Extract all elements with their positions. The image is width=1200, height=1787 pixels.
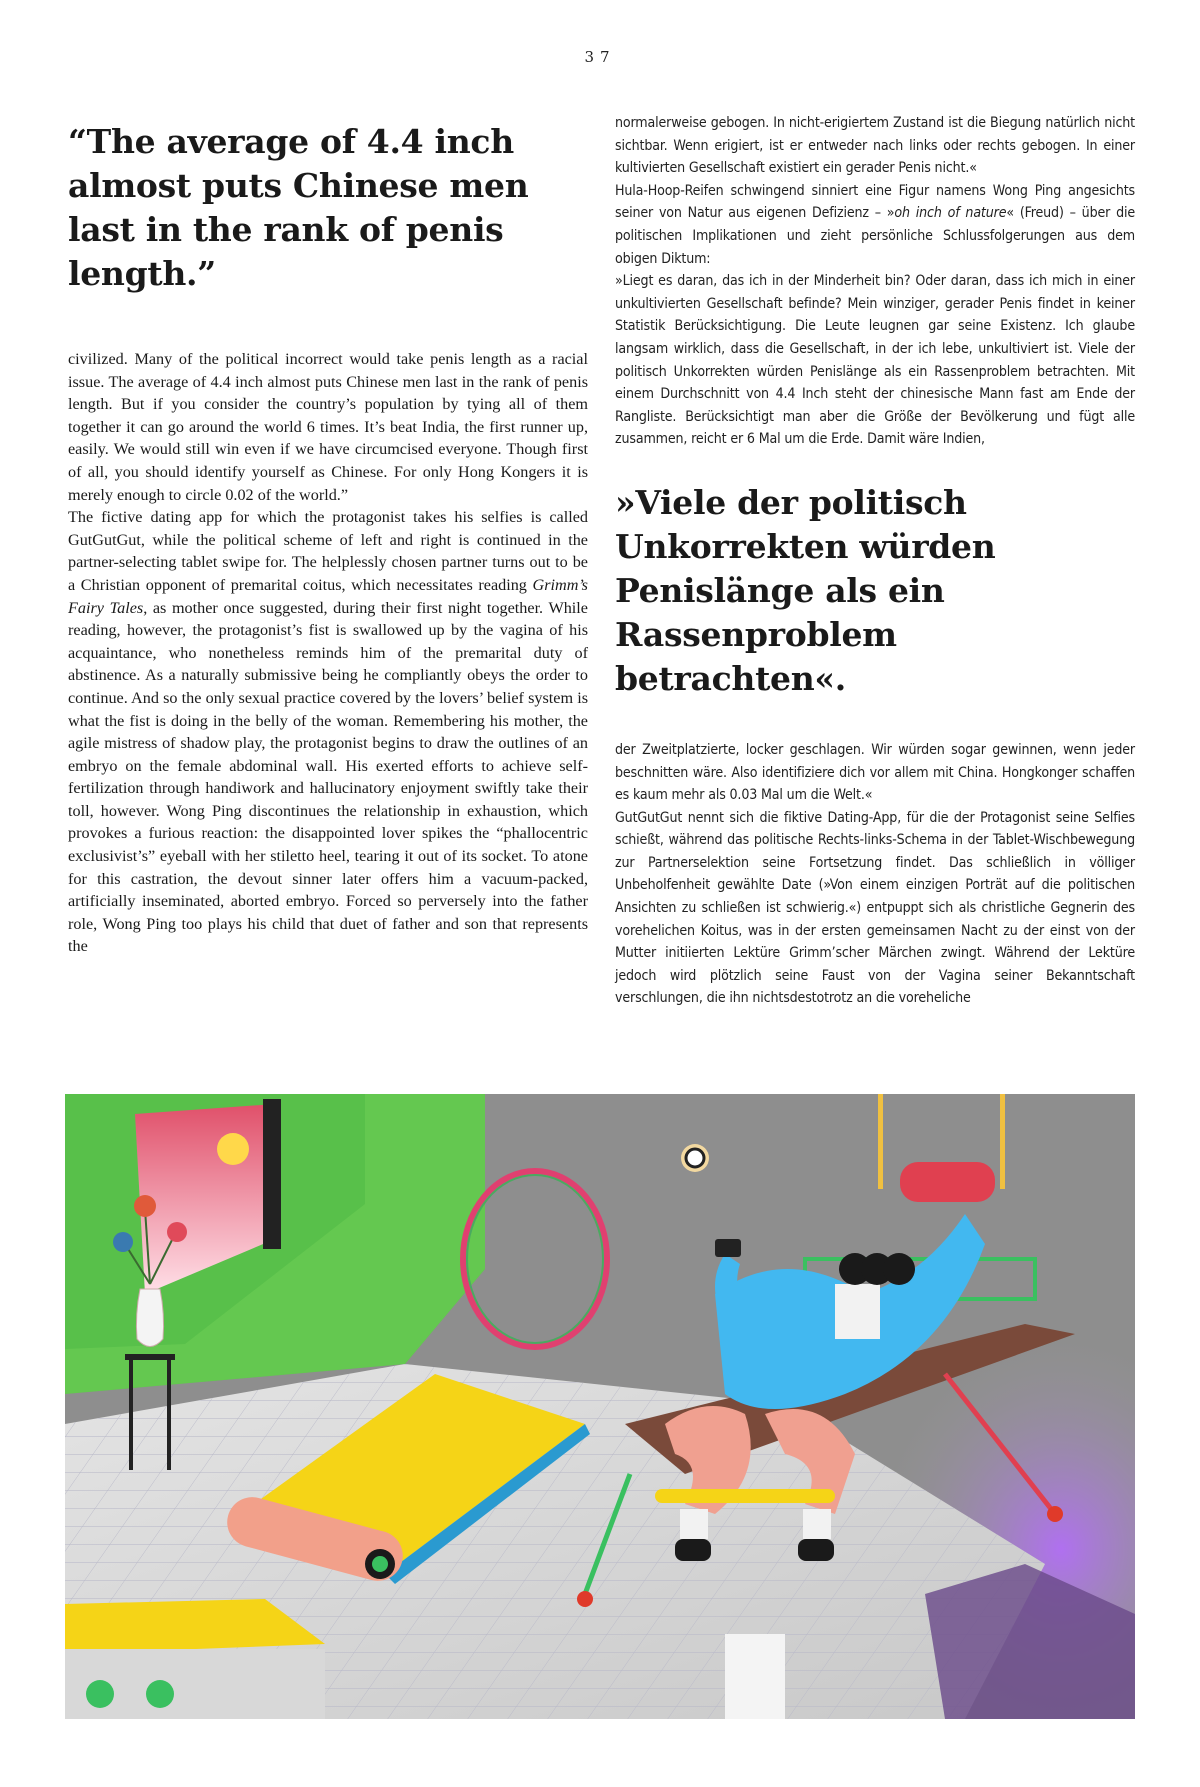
yoga-mat-roll-core bbox=[372, 1556, 388, 1572]
body-paragraph-german: GutGutGut nennt sich die fiktive Dating-App, für die der Protagonist seine Selfies schießt, während das politische Rechts-links-Schema in der Tablet-Wischbewegung zur Partnerselektion seine Fortsetzung findet. Das schließlich in völliger Unbeholfenheit gewählte Date (»Von einem einzigen Porträt auf die politischen Ansichten zu schließen ist schwierig.«) entpuppt sich als christliche Gegnerin des vorehelichen Koitus, was in der ersten gemeinsamen Nacht zu der einst von der Mutter initiierten Lektüre Grimm’scher Märchen zwingt. Während der Lektüre jedoch wird plötzlich seine Faust von der Vagina seiner Bekanntschaft verschlungen, die ihn nichtsdestotrotz an die voreheliche bbox=[615, 809, 1135, 1007]
wall-clock-face bbox=[686, 1149, 704, 1167]
green-lamp bbox=[146, 1680, 174, 1708]
body-paragraph-german: der Zweitplatzierte, locker geschlagen. Wir würden sogar gewinnen, wenn jeder beschnitten wäre. Also identifiziere dich vor allem mit China. Hongkonger schaffen es kaum mehr als 0.03 Mal um die Welt.« bbox=[615, 741, 1135, 804]
phone bbox=[715, 1239, 741, 1257]
figure-hair bbox=[883, 1253, 915, 1285]
pull-quote-english: “The average of 4.4 inch almost puts Chinese men last in the rank of penis length.” bbox=[68, 122, 529, 293]
body-paragraph-german: normalerweise gebogen. In nicht-erigiertem Zustand ist die Biegung natürlich nicht sichtbar. Wenn erigiert, ist er entweder nach links oder rechts gebogen. In einer kultivierten Gesellschaft existiert ein gerader Penis nicht.« bbox=[615, 115, 1135, 177]
right-column bbox=[615, 112, 1135, 1010]
body-paragraph: civilized. Many of the political incorrect would take penis length as a racial issue. The average of 4.4 inch almost puts Chinese men last in the rank of penis length. But if you consider the country’s population by tying all of them together it can go around the world 6 times. It’s beat India, the first runner up, easily. We would still win even if we have circumcised everyone. Though first of all, you should identify yourself as Chinese. For only Hong Kongers it is merely enough to circle 0.02 of the world.” bbox=[68, 350, 588, 504]
pull-quote-german: »Viele der politisch Unkorrekten würden Penislänge als ein Rassenproblem betrachten«. bbox=[615, 482, 996, 698]
trapeze-rope bbox=[878, 1094, 883, 1189]
sock bbox=[803, 1509, 831, 1539]
plant-stand-leg bbox=[167, 1360, 171, 1470]
page-number: 37 bbox=[584, 48, 616, 66]
italic-quote: oh inch of nature bbox=[894, 205, 1007, 222]
italic-title: Grimm’s Fairy Tales bbox=[68, 575, 588, 617]
vase bbox=[136, 1289, 163, 1347]
illustration bbox=[65, 1094, 1135, 1719]
stair-frame bbox=[263, 1099, 281, 1249]
sock bbox=[680, 1509, 708, 1539]
left-column bbox=[68, 112, 588, 958]
body-text-span: , as mother once suggested, during their first night together. While reading, however, the protagonist’s fist is swallowed up by the vagina of his acquaintance, who nonetheless reminds him of the premarital duty of abstinence. As a naturally submissive being he compliantly obeys the order to continue. And so the only sexual practice covered by the lovers’ belief system is what the fist is doing in the belly of the woman. Remembering his mother, the agile mistress of shadow play, the protagonist begins to draw the outlines of an embryo on the female abdominal wall. His exerted efforts to achieve self-fertilization through handiwork and hallucinatory enjoyment swiftly take their toll, however. Wong Ping discontinues the relationship in exhaustion, which provokes a furious reaction: the disappointed lover spikes the “phallocentric exclusivist’s” eyeball with her stiletto heel, tearing it out of its socket. To atone for this castration, the devout sinner later offers him a vacuum-packed, artificially inseminated, aborted embryo. Forced so perversely into the father role, Wong Ping too plays his child that duet of father and son that represents the bbox=[68, 598, 588, 956]
body-text-span: « (Freud) – über die politischen Implikationen und zieht persönliche Schlussfolgerungen aus dem obigen Diktum: bbox=[615, 205, 1135, 267]
trapeze-rope bbox=[1000, 1094, 1005, 1189]
body-paragraph-german: »Liegt es daran, das ich in der Minderheit bin? Oder daran, dass ich mich in einer unkultivierten Gesellschaft befinde? Mein winziger, gerader Penis findet in keiner Statistik Berücksichtigung. Die Leute leugnen gar seine Existenz. Ich glaube langsam wirklich, dass die Gesellschaft, in der ich lebe, unkultiviert ist. Viele der politisch Unkorrekten würden Penislänge als ein Rassenproblem betrachten. Mit einem Durchschnitt von 4.4 Inch steht der chinesische Mann fast am Ende der Rangliste. Berücksichtigt man aber die Größe der Bevölkerung und fügt alle zusammen, reicht er 6 Mal um die Erde. Damit wäre Indien, bbox=[615, 273, 1135, 448]
plant-stand bbox=[125, 1354, 175, 1360]
plant-stand-leg bbox=[129, 1360, 133, 1470]
shoe bbox=[798, 1539, 834, 1561]
body-paragraph-german bbox=[615, 180, 1135, 270]
bench-foot bbox=[1047, 1506, 1063, 1522]
body-text-span: Hula-Hoop-Reifen schwingend sinniert eine Figur namens Wong Ping angesichts seiner von Natur aus eigenen Defizienz – » bbox=[615, 182, 1135, 222]
figure-face bbox=[835, 1284, 880, 1339]
green-lamp bbox=[86, 1680, 114, 1708]
body-text-span: The fictive dating app for which the protagonist takes his selfies is called GutGutGut, while the political scheme of left and right is continued in the partner-selecting tablet swipe for. The helplessly chosen partner turns out to be a Christian opponent of premarital coitus, which necessitates reading bbox=[68, 508, 588, 594]
trapeze-bar bbox=[900, 1162, 995, 1202]
bench-foot bbox=[577, 1591, 593, 1607]
flower bbox=[134, 1195, 156, 1217]
body-paragraph bbox=[68, 506, 588, 958]
shoe bbox=[675, 1539, 711, 1561]
yellow-sun bbox=[217, 1133, 249, 1165]
flower bbox=[113, 1232, 133, 1252]
illustration-svg bbox=[65, 1094, 1135, 1719]
flower bbox=[167, 1222, 187, 1242]
yellow-stool bbox=[655, 1489, 835, 1503]
white-block bbox=[725, 1634, 785, 1719]
